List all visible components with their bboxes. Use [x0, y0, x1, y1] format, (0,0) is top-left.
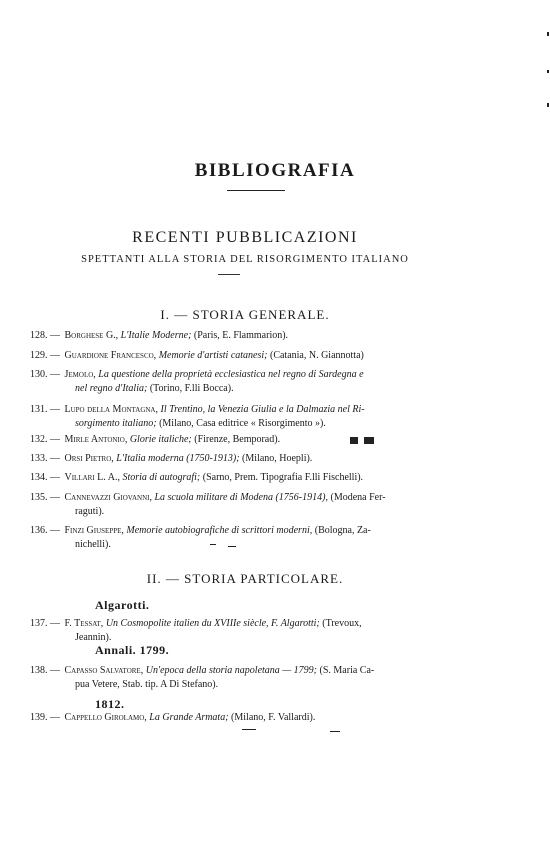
- entry-publisher: (Trevoux,: [322, 618, 362, 629]
- scan-mark: [364, 437, 374, 444]
- title-underline: [227, 190, 285, 191]
- subheading-topic: Algarotti.: [95, 598, 150, 612]
- entry-publisher: (Torino, F.lli Bocca).: [149, 383, 234, 394]
- entry-publisher: (Bologna, Za-: [314, 525, 371, 536]
- subheading: SPETTANTI ALLA STORIA DEL RISORGIMENTO ITALIANO: [81, 254, 409, 265]
- entry-author: F. Tessat,: [64, 618, 104, 629]
- subheading-topic: Annali. 1799.: [95, 643, 170, 657]
- section-heading-1: I. — STORIA GENERALE.: [160, 307, 330, 322]
- entry-author: Villari L. A.,: [64, 472, 120, 483]
- entry-number: 139.: [30, 712, 48, 723]
- entry-title: Memorie d'artisti catanesi;: [158, 350, 268, 361]
- bibliography-entry: 130. — Jemolo, La questione della proprietà ecclesiastica nel regno di Sardegna e nel regno d'Italia; (Torino, F.lli Bocca).: [30, 369, 364, 394]
- bibliography-entry: 138. — Capasso Salvatore, Un'epoca della storia napoletana — 1799; (S. Maria Ca- pua Vetere, Stab. tip. A Di Stefano).: [30, 665, 375, 690]
- entry-author: Mirle Antonio,: [64, 434, 128, 445]
- entry-title-continued: sorgimento italiano;: [75, 418, 157, 429]
- scan-mark: [547, 70, 549, 73]
- entry-author: Cannevazzi Giovanni,: [64, 492, 152, 503]
- bibliography-entry: 128. — Borghese G., L'Italie Moderne; (Paris, E. Flammarion).: [30, 330, 289, 341]
- scan-mark: [210, 544, 216, 545]
- entry-publisher: (Firenze, Bemporad).: [194, 434, 281, 445]
- scan-mark: [330, 731, 340, 732]
- entry-title: L'Italie Moderne;: [120, 330, 192, 341]
- entry-title: Memorie autobiografiche di scrittori moderni,: [126, 525, 313, 536]
- heading: RECENTI PUBBLICAZIONI: [132, 229, 358, 246]
- entry-publisher-continued: nichelli).: [75, 539, 111, 550]
- entry-number: 130.: [30, 369, 48, 380]
- entry-publisher: (Catania, N. Giannotta): [269, 350, 364, 361]
- divider-rule: [218, 274, 240, 275]
- entry-publisher: (Paris, E. Flammarion).: [193, 330, 289, 341]
- bibliography-entry: 134. — Villari L. A., Storia di autografi; (Sarno, Prem. Tipografia F.lli Fischelli).: [30, 472, 364, 483]
- entry-title: Glorie italiche;: [129, 434, 192, 445]
- entry-publisher: (Modena Fer-: [330, 492, 386, 503]
- entry-number: 133.: [30, 453, 48, 464]
- entry-title: La scuola militare di Modena (1756-1914),: [154, 492, 328, 503]
- entry-number: 135.: [30, 492, 48, 503]
- entry-publisher-continued: pua Vetere, Stab. tip. A Di Stefano).: [75, 679, 219, 690]
- bibliography-entry: 137. — F. Tessat, Un Cosmopolite italien du XVIIIe siècle, F. Algarotti; (Trevoux, Jeannin).: [30, 618, 362, 643]
- bibliography-entry: 129. — Guardione Francesco, Memorie d'artisti catanesi; (Catania, N. Giannotta): [30, 350, 364, 361]
- entry-number: 134.: [30, 472, 48, 483]
- entry-publisher: (Milano, F. Vallardi).: [231, 712, 316, 723]
- scan-mark: [350, 437, 358, 444]
- entry-author: Lupo della Montagna,: [64, 404, 158, 415]
- entry-title-continued: nel regno d'Italia;: [75, 383, 148, 394]
- entry-title: La questione della proprietà ecclesiastica nel regno di Sardegna e: [98, 369, 364, 380]
- entry-author: Guardione Francesco,: [64, 350, 157, 361]
- entry-title: L'Italia moderna (1750-1913);: [116, 453, 240, 464]
- entry-publisher: (S. Maria Ca-: [319, 665, 375, 676]
- entry-author: Borghese G.,: [64, 330, 119, 341]
- bibliography-entry: 135. — Cannevazzi Giovanni, La scuola militare di Modena (1756-1914), (Modena Fer- raguti).: [30, 492, 386, 517]
- entry-title: Un Cosmopolite italien du XVIIIe siècle, F. Algarotti;: [105, 618, 320, 629]
- entry-title: Il Trentino, la Venezia Giulia e la Dalmazia nel Ri-: [160, 404, 365, 415]
- entry-publisher-continued: raguti).: [75, 506, 105, 517]
- section-heading-2: II. — STORIA PARTICOLARE.: [146, 571, 344, 586]
- entry-number: 131.: [30, 404, 48, 415]
- subheading-topic: 1812.: [95, 697, 125, 711]
- scan-mark: [228, 546, 236, 547]
- entry-publisher: (Sarno, Prem. Tipografia F.lli Fischelli).: [202, 472, 364, 483]
- entry-number: 138.: [30, 665, 48, 676]
- entry-author: Cappello Girolamo,: [64, 712, 147, 723]
- entry-title: Un'epoca della storia napoletana — 1799;: [145, 665, 318, 676]
- entry-author: Orsi Pietro,: [64, 453, 114, 464]
- bibliography-entry: 136. — Finzi Giuseppe, Memorie autobiografiche di scrittori moderni, (Bologna, Za- nichelli).: [30, 525, 371, 550]
- page-title: BIBLIOGRAFIA: [194, 160, 356, 181]
- entry-number: 132.: [30, 434, 48, 445]
- entry-number: 137.: [30, 618, 48, 629]
- bibliography-entry: 131. — Lupo della Montagna, Il Trentino, la Venezia Giulia e la Dalmazia nel Ri- sorgimento italiano; (Milano, Casa editrice « Risorgimento »).: [30, 404, 365, 429]
- scan-mark: [547, 103, 549, 107]
- bibliography-entry: 133. — Orsi Pietro, L'Italia moderna (1750-1913); (Milano, Hoepli).: [30, 453, 313, 464]
- entry-number: 128.: [30, 330, 48, 341]
- scan-mark: [547, 32, 549, 36]
- entry-author: Finzi Giuseppe,: [64, 525, 124, 536]
- entry-author: Capasso Salvatore,: [64, 665, 144, 676]
- entry-author: Jemolo,: [64, 369, 96, 380]
- entry-publisher-continued: Jeannin).: [75, 632, 112, 643]
- entry-publisher: (Milano, Hoepli).: [242, 453, 313, 464]
- bibliography-entry: 132. — Mirle Antonio, Glorie italiche; (Firenze, Bemporad).: [30, 434, 281, 445]
- scan-mark: [242, 729, 256, 730]
- entry-title: Storia di autografi;: [122, 472, 201, 483]
- entry-publisher: (Milano, Casa editrice « Risorgimento »).: [159, 418, 326, 429]
- entry-number: 136.: [30, 525, 48, 536]
- entry-number: 129.: [30, 350, 48, 361]
- entry-title: La Grande Armata;: [149, 712, 229, 723]
- bibliography-entry: 139. — Cappello Girolamo, La Grande Armata; (Milano, F. Vallardi).: [30, 712, 316, 723]
